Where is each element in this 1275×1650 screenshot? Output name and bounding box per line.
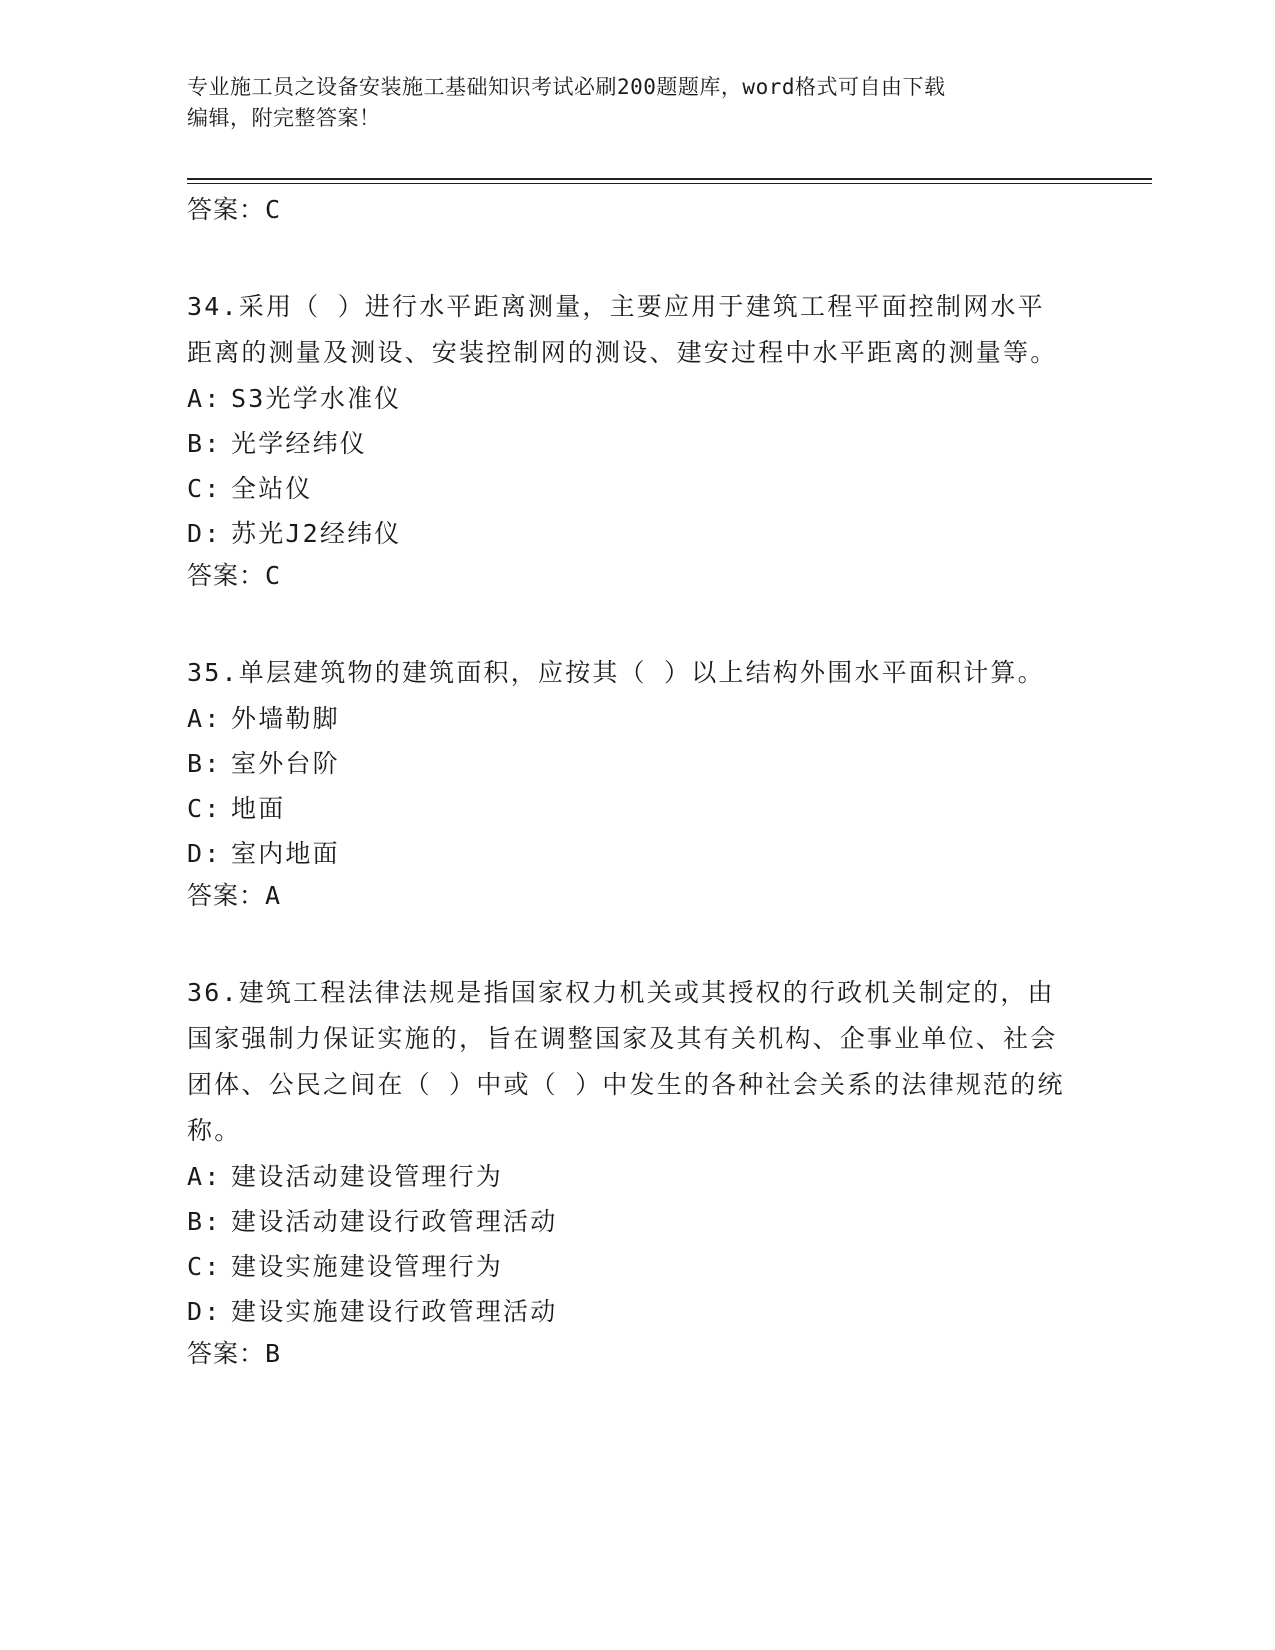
option-a <box>187 1154 1067 1199</box>
answer-value: C <box>265 561 282 590</box>
option-text: 建设实施建设管理行为 <box>231 1252 504 1281</box>
option-text: 苏光J2经纬仪 <box>231 519 402 548</box>
option-d <box>187 511 1067 556</box>
question-answer <box>187 556 1067 596</box>
option-key: B: <box>187 749 222 778</box>
question-stem: 36.建筑工程法律法规是指国家权力机关或其授权的行政机关制定的，由国家强制力保证实施的，旨在调整国家及其有关机构、企事业单位、社会团体、公民之间在（ ）中或（ ）中发生的各种社会关系的法律规范的统称。 <box>187 978 1065 1145</box>
option-text: 全站仪 <box>231 474 313 503</box>
answer-label: 答案： <box>187 881 266 910</box>
option-key: B: <box>187 429 222 458</box>
answer-label: 答案： <box>187 561 266 590</box>
answer-value: A <box>265 881 282 910</box>
option-b <box>187 421 1067 466</box>
carryover-answer <box>187 190 1067 230</box>
option-text: 光学经纬仪 <box>231 429 368 458</box>
header-rule-thick <box>187 178 1152 180</box>
option-a <box>187 376 1067 421</box>
header-title-line-2: 编辑，附完整答案！ <box>187 106 381 130</box>
option-a <box>187 696 1067 741</box>
option-key: A: <box>187 384 222 413</box>
option-key: A: <box>187 1162 222 1191</box>
answer-value: C <box>265 195 282 224</box>
option-text: 地面 <box>231 794 286 823</box>
document-body <box>187 190 1067 1374</box>
question-stem: 35.单层建筑物的建筑面积，应按其（ ）以上结构外围水平面积计算。 <box>187 658 1045 687</box>
question-stem: 34.采用（ ）进行水平距离测量，主要应用于建筑工程平面控制网水平距离的测量及测设、安装控制网的测设、建安过程中水平距离的测量等。 <box>187 292 1058 367</box>
option-key: D: <box>187 1297 222 1326</box>
question-answer <box>187 1334 1067 1374</box>
option-key: B: <box>187 1207 222 1236</box>
option-text: 建设活动建设管理行为 <box>231 1162 504 1191</box>
option-d <box>187 1289 1067 1334</box>
answer-label: 答案： <box>187 1339 266 1368</box>
answer-value: B <box>265 1339 282 1368</box>
option-text: S3光学水准仪 <box>231 384 402 413</box>
option-c <box>187 1244 1067 1289</box>
option-key: D: <box>187 839 222 868</box>
header-rule-thin <box>187 183 1152 184</box>
option-b <box>187 1199 1067 1244</box>
option-key: C: <box>187 474 222 503</box>
answer-label: 答案： <box>187 195 266 224</box>
option-b <box>187 741 1067 786</box>
option-key: C: <box>187 794 222 823</box>
option-text: 室内地面 <box>231 839 340 868</box>
option-text: 外墙勒脚 <box>231 704 340 733</box>
option-key: C: <box>187 1252 222 1281</box>
option-text: 建设活动建设行政管理活动 <box>231 1207 558 1236</box>
header-title-line-1: 专业施工员之设备安装施工基础知识考试必刷200题题库，word格式可自由下载 <box>187 75 946 99</box>
option-text: 建设实施建设行政管理活动 <box>231 1297 558 1326</box>
option-text: 室外台阶 <box>231 749 340 778</box>
option-c <box>187 786 1067 831</box>
option-d <box>187 831 1067 876</box>
option-key: D: <box>187 519 222 548</box>
page-header <box>187 72 1067 134</box>
option-key: A: <box>187 704 222 733</box>
question-answer <box>187 876 1067 916</box>
option-c <box>187 466 1067 511</box>
